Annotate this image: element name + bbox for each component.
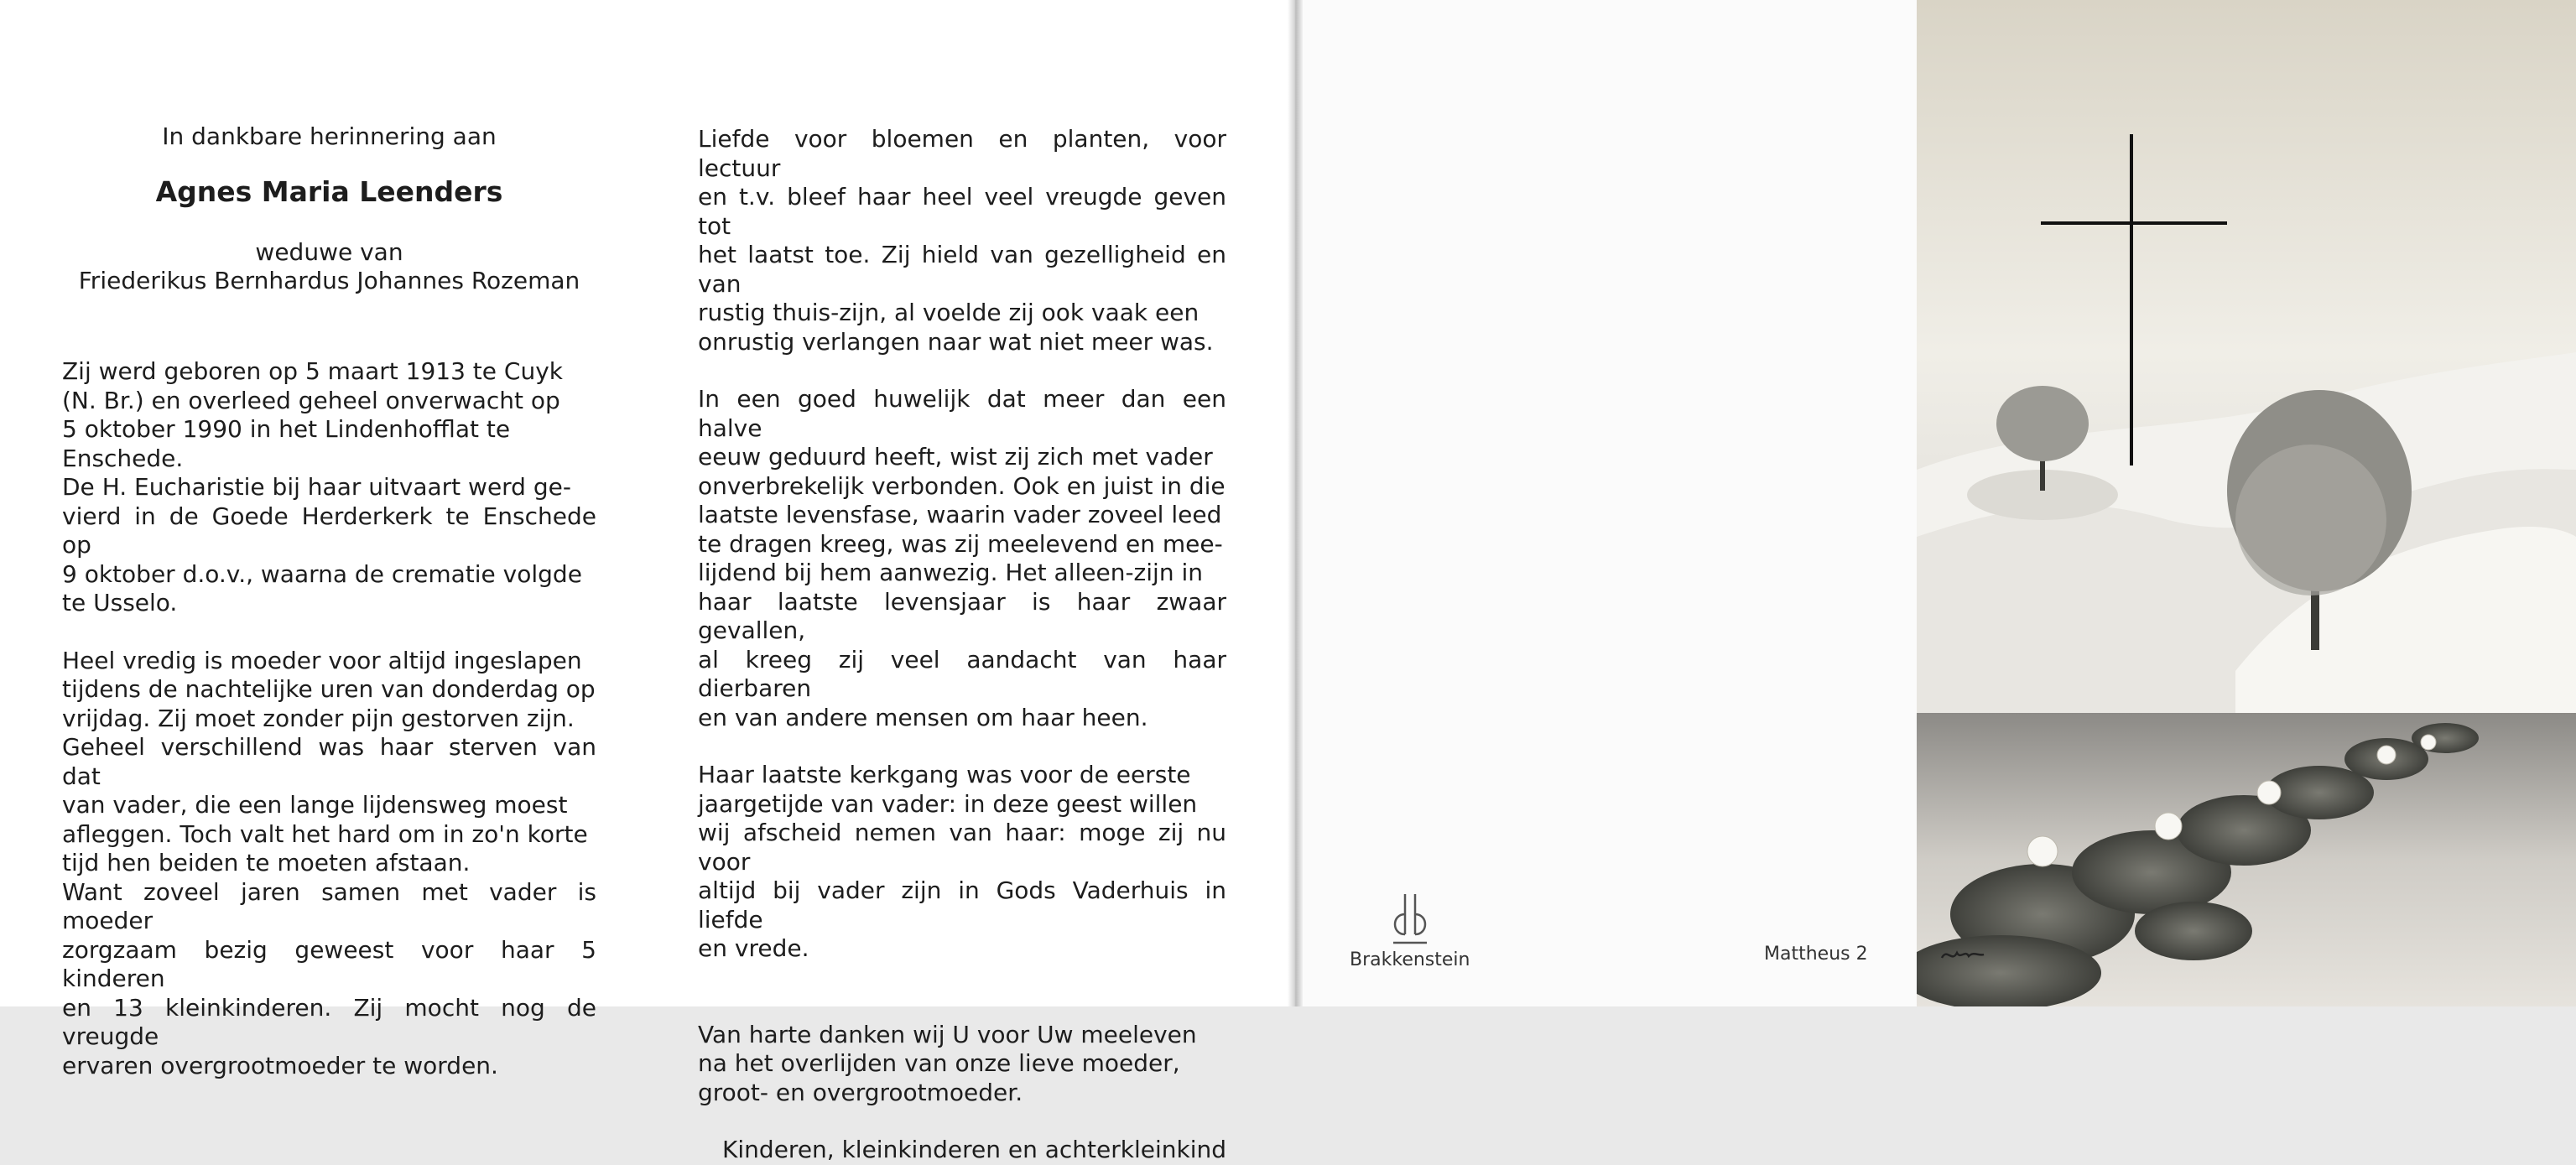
paragraph-birth-death	[62, 357, 596, 618]
text-line: 9 oktober d.o.v., waarna de crematie volgde	[62, 559, 582, 588]
text-line: altijd bij vader zijn in Gods Vaderhuis in liefde	[698, 876, 1226, 934]
text-line: Want zoveel jaren samen met vader is moeder	[62, 877, 596, 934]
brakkenstein-logo-icon	[1385, 891, 1435, 948]
text-line: (N. Br.) en overleed geheel onverwacht op	[62, 386, 560, 414]
text-line: te Usselo.	[62, 589, 178, 616]
text-line: Haar laatste kerkgang was voor de eerste	[698, 761, 1191, 788]
column-right	[698, 125, 1226, 1165]
card-code: Mattheus 2	[1764, 944, 1868, 965]
text-line: tijdens de nachtelijke uren van donderdag op	[62, 675, 596, 703]
text-line: Liefde voor bloemen en planten, voor lectuur	[698, 125, 1226, 182]
text-line: eeuw geduurd heeft, wist zij zich met vader	[698, 443, 1213, 471]
text-line: en van andere mensen om haar heen.	[698, 703, 1148, 731]
text-line: 5 oktober 1990 in het Lindenhofflat te	[62, 415, 511, 443]
paragraph-flowers	[698, 125, 1226, 356]
text-line: rustig thuis-zijn, al voelde zij ook vaak een	[698, 299, 1200, 326]
husband-name: Friederikus Bernhardus Johannes Rozeman	[78, 267, 580, 294]
text-line: De H. Eucharistie bij haar uitvaart werd ge-	[62, 473, 571, 501]
text-line: Zij werd geboren op 5 maart 1913 te Cuyk	[62, 357, 563, 385]
text-line: en vrede.	[698, 934, 809, 962]
text-line: vrijdag. Zij moet zonder pijn gestorven zijn.	[62, 704, 575, 732]
card-fold	[1288, 0, 1303, 1006]
text-line: Heel vredig is moeder voor altijd ingeslapen	[62, 646, 582, 674]
text-line: van vader, die een lange lijdensweg moest	[62, 791, 568, 819]
deceased-name: Agnes Maria Leenders	[155, 175, 503, 208]
paragraph-thanks	[698, 1021, 1226, 1108]
text-line: onverbrekelijk verbonden. Ook en juist in die	[698, 471, 1226, 500]
text-line: vierd in de Goede Herderkerk te Enschede op	[62, 502, 596, 559]
text-line: Geheel verschillend was haar sterven van dat	[62, 733, 596, 790]
cross-landscape-illustration	[1917, 0, 2576, 1006]
widow-line: weduwe van	[255, 238, 403, 266]
publisher-name: Brakkenstein	[1350, 949, 1470, 970]
text-line: te dragen kreeg, was zij meelevend en mee-	[698, 529, 1223, 558]
text-line: wij afscheid nemen van haar: moge zij nu voor	[698, 819, 1226, 876]
paragraph-marriage	[698, 385, 1226, 732]
intro-line: In dankbare herinnering aan	[162, 122, 497, 150]
column-left	[62, 357, 596, 1080]
text-line: ervaren overgrootmoeder te worden.	[62, 1051, 498, 1079]
text-line: lijdend bij hem aanwezig. Het alleen-zijn in	[698, 559, 1203, 586]
paragraph-peaceful	[62, 647, 596, 1081]
text-line: In een goed huwelijk dat meer dan een halve	[698, 385, 1226, 442]
text-line: laatste levensfase, waarin vader zoveel leed	[698, 501, 1222, 528]
family-signature: Kinderen, kleinkinderen en achterkleinkind	[722, 1136, 1226, 1163]
text-line: Enschede.	[62, 444, 184, 472]
text-line: na het overlijden van onze lieve moeder,	[698, 1049, 1180, 1077]
text-line: Van harte danken wij U voor Uw meeleven	[698, 1020, 1197, 1048]
text-line: het laatst toe. Zij hield van gezelligheid en van	[698, 241, 1226, 298]
text-line: onrustig verlangen naar wat niet meer was.	[698, 327, 1214, 356]
text-line: en 13 kleinkinderen. Zij mocht nog de vreugde	[62, 993, 596, 1050]
text-line: afleggen. Toch valt het hard om in zo'n korte	[62, 819, 588, 848]
text-line: al kreeg zij veel aandacht van haar dierbaren	[698, 645, 1226, 702]
text-line: groot- en overgrootmoeder.	[698, 1078, 1023, 1106]
text-line: tijd hen beiden te moeten afstaan.	[62, 849, 471, 876]
text-line: jaargetijde van vader: in deze geest willen	[698, 789, 1198, 818]
text-line: haar laatste levensjaar is haar zwaar gevallen,	[698, 587, 1226, 644]
paragraph-church	[698, 761, 1226, 964]
text-line: zorgzaam bezig geweest voor haar 5 kinderen	[62, 935, 596, 992]
text-line: en t.v. bleef haar heel veel vreugde geven tot	[698, 183, 1226, 240]
